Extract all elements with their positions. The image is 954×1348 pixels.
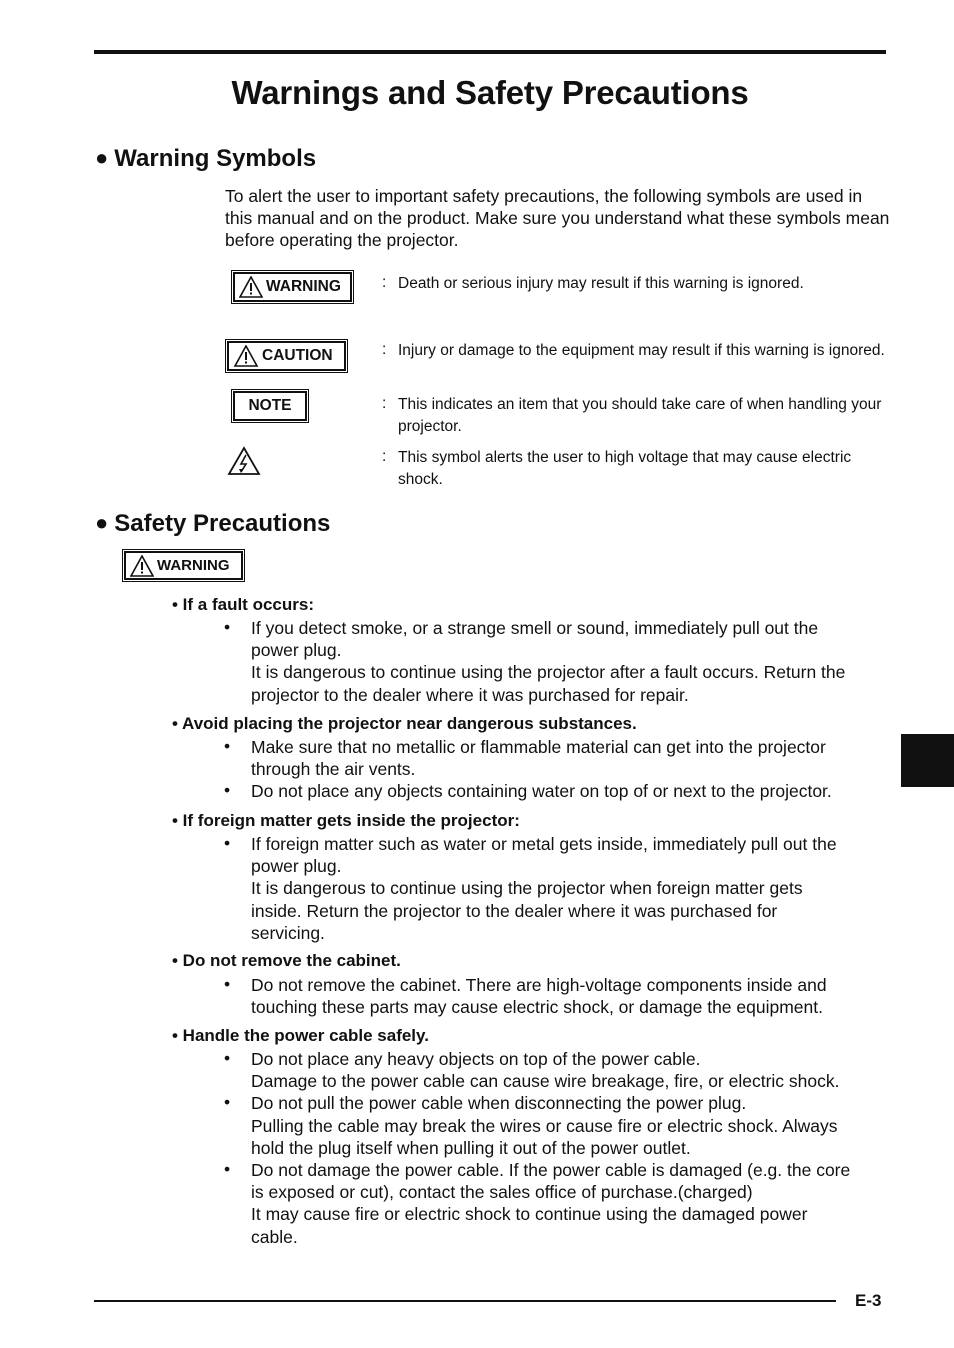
heading-bullet: ● — [95, 510, 109, 535]
list-item — [251, 736, 891, 803]
list-item — [251, 1048, 891, 1248]
text-line: Do not pull the power cable when disconnecting the power plug. — [251, 1093, 747, 1114]
text-line: is exposed or cut), contact the sales office of purchase.(charged) — [251, 1182, 753, 1203]
warning-triangle-icon — [130, 555, 154, 577]
text-line: Make sure that no metallic or flammable material can get into the projector — [251, 737, 826, 757]
caution-badge — [227, 341, 346, 371]
bullet: • — [224, 1092, 231, 1112]
list-item — [251, 833, 891, 944]
text-line: Do not remove the cabinet. There are high-voltage components inside and — [251, 975, 827, 995]
caution-triangle-icon — [233, 345, 259, 367]
text-line: projector to the dealer where it was purchased for repair. — [251, 684, 689, 705]
text-line: Damage to the power cable can cause wire breakage, fire, or electric shock. — [251, 1071, 840, 1092]
bullet: • — [224, 617, 231, 637]
warning-symbols-intro: To alert the user to important safety precautions, the following symbols are used in this manual and on the product. Make sure you understand what these symbols mean before operating the projector. — [225, 186, 890, 250]
text-line: power plug. — [251, 856, 342, 877]
text-line: Do not place any objects containing water on top of or next to the projector. — [251, 781, 832, 802]
bullet: • — [224, 1048, 231, 1068]
warning-triangle-icon — [239, 276, 263, 298]
warning-symbols-heading — [95, 145, 316, 173]
safety-precautions-heading — [95, 510, 330, 538]
text-line: Do not place any heavy objects on top of the power cable. — [251, 1049, 701, 1069]
text-line: through the air vents. — [251, 759, 416, 780]
colon: : — [382, 448, 387, 465]
text-line: hold the plug itself when pulling it out of the power outlet. — [251, 1137, 691, 1158]
bullet: • — [224, 833, 231, 853]
list-item — [251, 974, 891, 1018]
top-rule — [94, 50, 886, 54]
group-title: • Do not remove the cabinet. — [172, 951, 401, 970]
high-voltage-icon — [227, 446, 261, 476]
text-line: servicing. — [251, 922, 325, 943]
warning-badge-label: WARNING — [266, 278, 341, 295]
warning-description: Death or serious injury may result if this warning is ignored. — [398, 275, 804, 292]
group-title: • If foreign matter gets inside the projector: — [172, 811, 520, 830]
caution-description: Injury or damage to the equipment may result if this warning is ignored. — [398, 342, 885, 359]
heading-text: Warning Symbols — [114, 145, 317, 172]
group-title: • If a fault occurs: — [172, 595, 314, 614]
list-item — [251, 617, 891, 706]
text-line: It is dangerous to continue using the projector when foreign matter gets — [251, 878, 803, 899]
text-line: touching these parts may cause electric shock, or damage the equipment. — [251, 997, 823, 1018]
bottom-rule — [94, 1300, 836, 1302]
bullet: • — [224, 1159, 231, 1179]
note-description: This indicates an item that you should take care of when handling your projector. — [398, 396, 882, 435]
safety-warning-badge-label: WARNING — [157, 557, 230, 574]
group-title: • Avoid placing the projector near dangerous substances. — [172, 714, 637, 733]
caution-badge-label: CAUTION — [262, 347, 333, 364]
warning-badge — [233, 272, 352, 302]
note-badge — [233, 391, 307, 421]
text-line: power plug. — [251, 640, 342, 661]
bullet: • — [224, 780, 231, 800]
group-title: • Handle the power cable safely. — [172, 1026, 429, 1045]
text-line: cable. — [251, 1226, 298, 1247]
colon: : — [382, 395, 387, 412]
page-number: E-3 — [855, 1291, 882, 1310]
bullet: • — [224, 974, 231, 994]
text-line: Pulling the cable may break the wires or cause fire or electric shock. Always — [251, 1115, 838, 1136]
text-line: If foreign matter such as water or metal gets inside, immediately pull out the — [251, 834, 837, 854]
section-tab — [901, 734, 954, 787]
colon: : — [382, 274, 387, 291]
heading-bullet: ● — [95, 145, 109, 170]
text-line: If you detect smoke, or a strange smell or sound, immediately pull out the — [251, 618, 819, 638]
bullet: • — [224, 736, 231, 756]
heading-text: Safety Precautions — [114, 510, 331, 537]
text-line: Do not damage the power cable. If the power cable is damaged (e.g. the core — [251, 1160, 851, 1181]
text-line: It is dangerous to continue using the projector after a fault occurs. Return the — [251, 662, 846, 683]
safety-warning-badge — [124, 551, 243, 580]
page-title: Warnings and Safety Precautions — [231, 74, 749, 111]
high-voltage-description: This symbol alerts the user to high voltage that may cause electric shock. — [398, 449, 852, 488]
note-badge-label: NOTE — [248, 397, 292, 414]
text-line: inside. Return the projector to the dealer where it was purchased for — [251, 900, 778, 921]
text-line: It may cause fire or electric shock to continue using the damaged power — [251, 1204, 808, 1225]
colon: : — [382, 341, 387, 358]
